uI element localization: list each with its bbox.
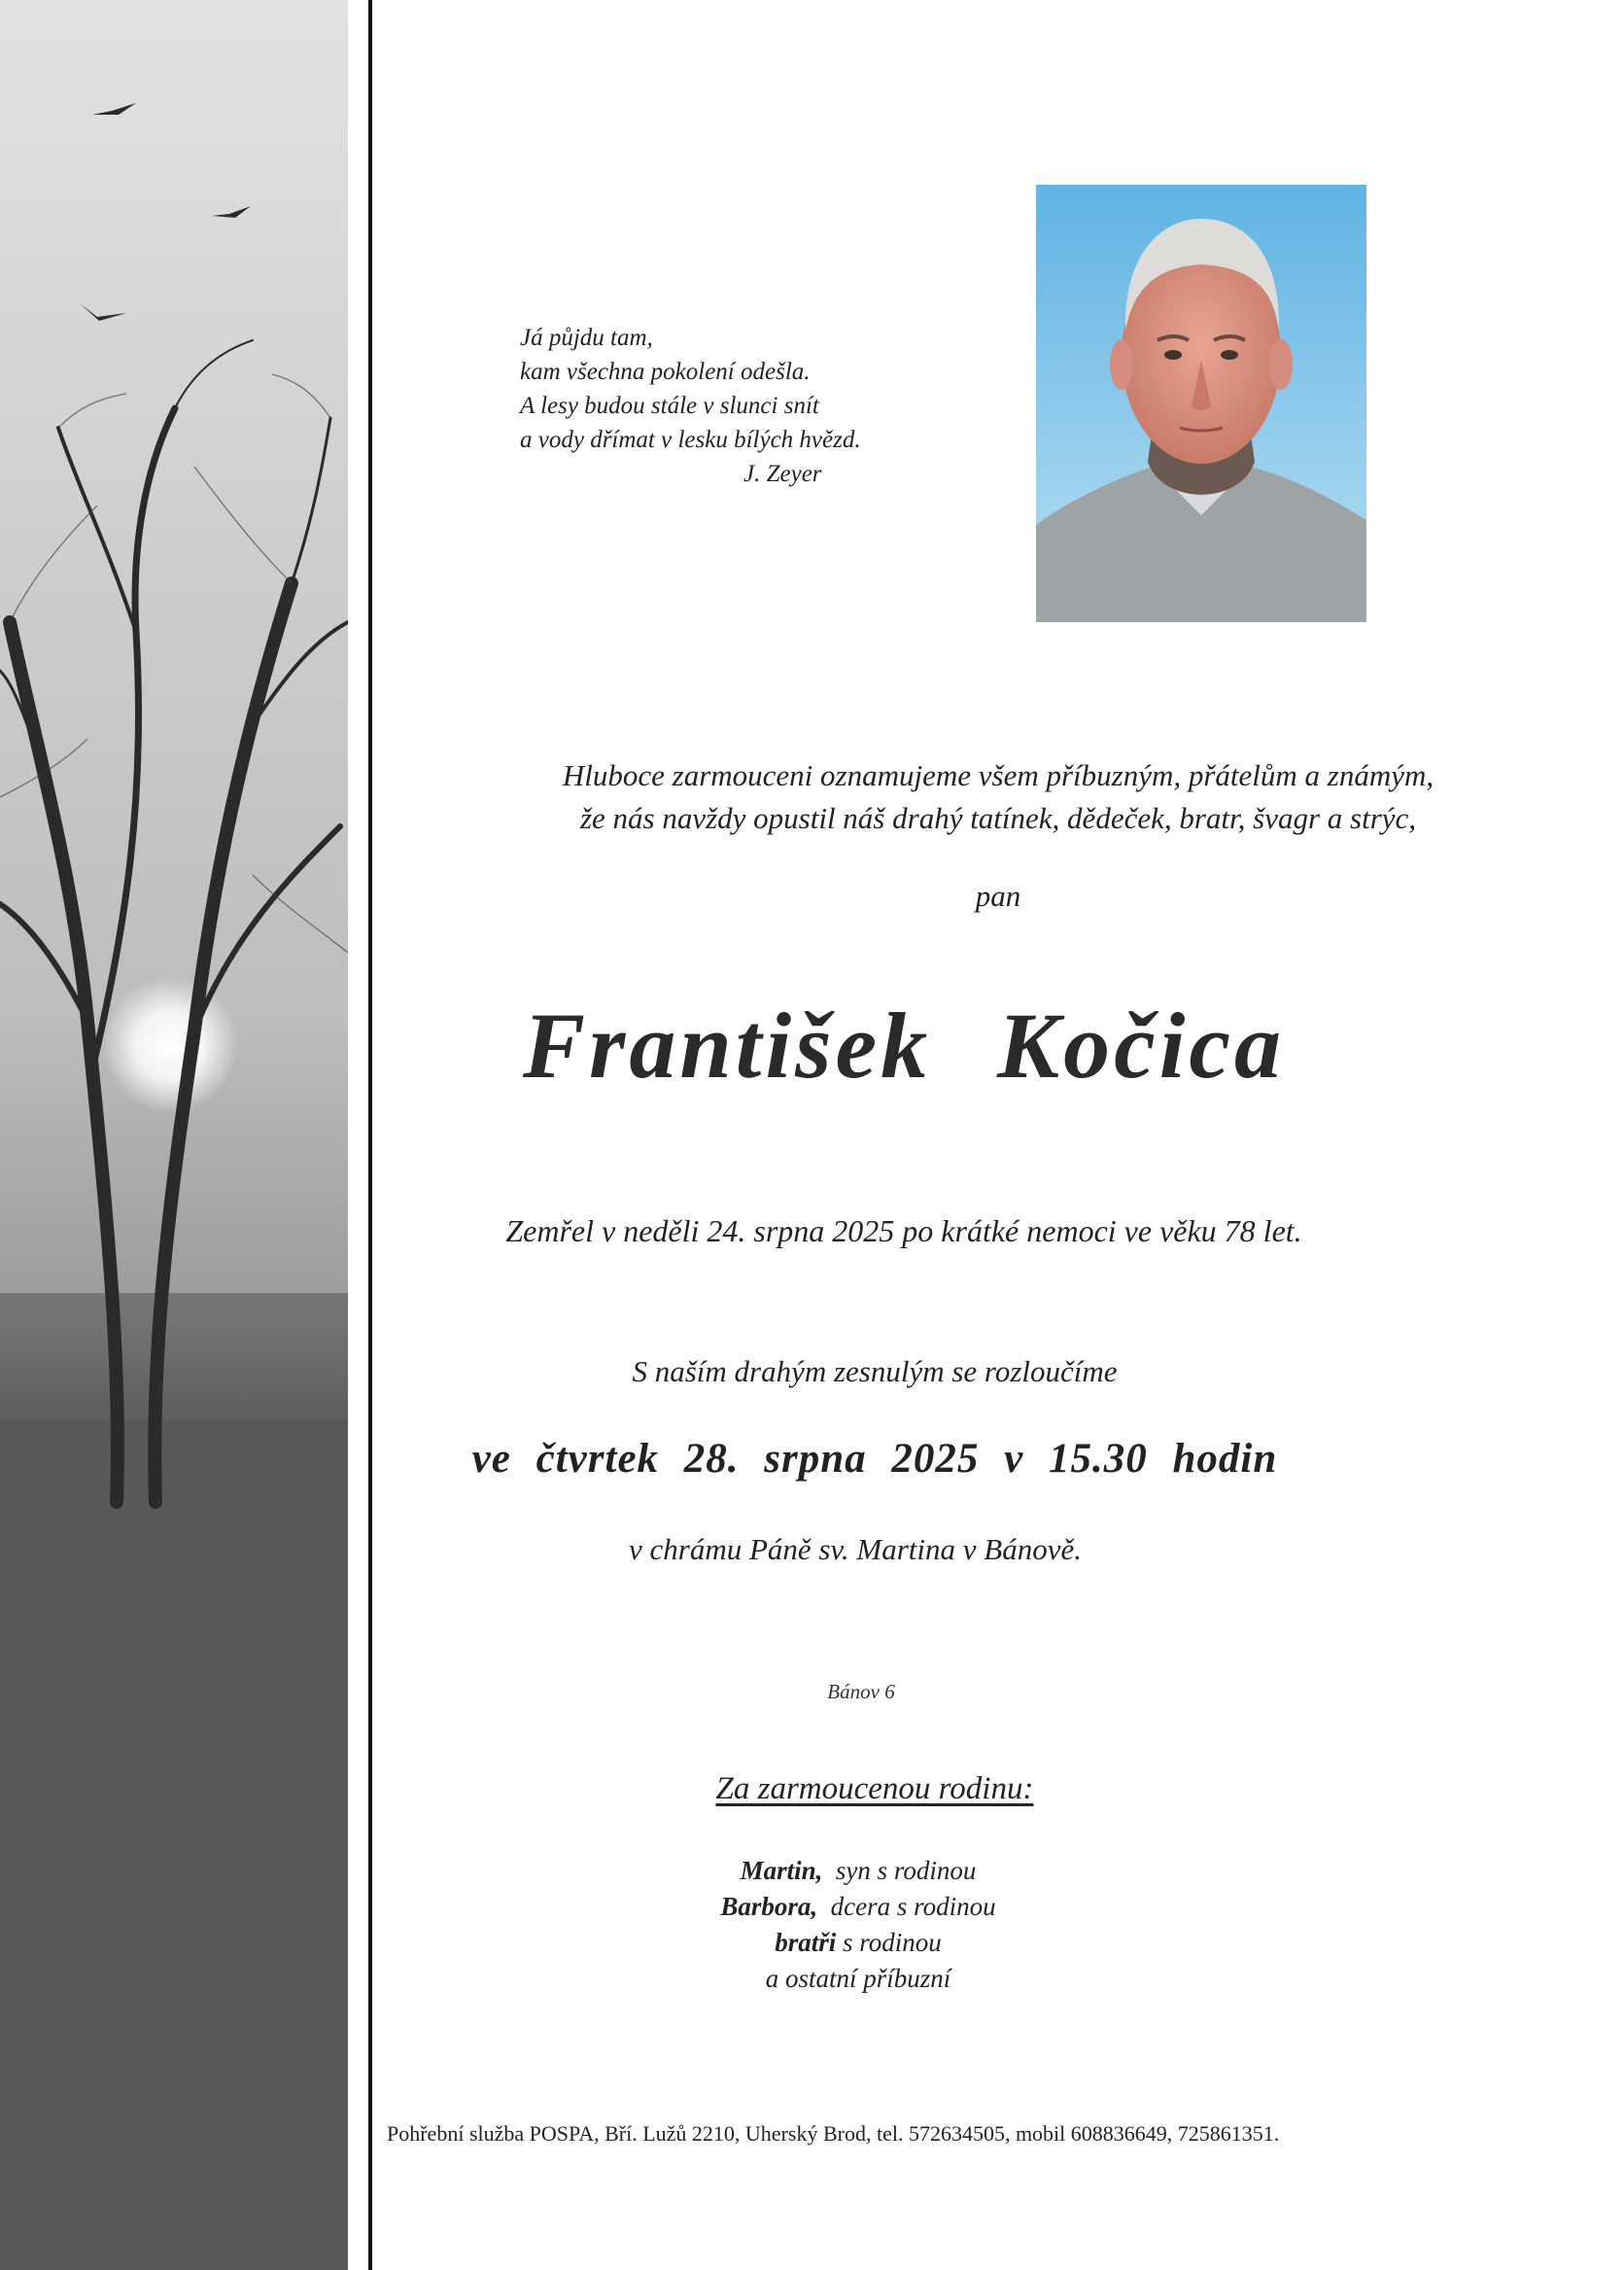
farewell-intro: S naším drahým zesnulým se rozloučíme [632, 1354, 1118, 1388]
funeral-service-footer: Pohřební služba POSPA, Bří. Lužů 2210, Uherský Brod, tel. 572634505, mobil 608836649, 725861351. [387, 2121, 1280, 2146]
poem-author: J. Zeyer [743, 461, 822, 487]
announcement-intro [372, 754, 1624, 840]
list-item [372, 1889, 1344, 1925]
poem-line: Já půjdu tam, [520, 325, 653, 351]
poem-line: A lesy budou stále v slunci snít [520, 393, 819, 419]
death-notice: Zemřel v neděli 24. srpna 2025 po krátké nemoci ve věku 78 let. [505, 1213, 1302, 1248]
announcement-line: Hluboce zarmouceni oznamujeme všem příbuzným, přátelům a známým, [562, 758, 1434, 792]
family-member-relation: a ostatní příbuzní [765, 1964, 951, 1993]
family-member-relation: s rodinou [843, 1928, 942, 1957]
funeral-place: v chrámu Páně sv. Martina v Bánově. [628, 1532, 1082, 1566]
poem [520, 321, 861, 491]
list-item [372, 1961, 1344, 1997]
family-member-relation: dcera s rodinou [830, 1892, 996, 1921]
family-list [372, 1853, 1344, 1997]
family-member-name: Barbora, [720, 1892, 818, 1921]
family-heading: Za zarmoucenou rodinu: [715, 1771, 1034, 1806]
honorific: pan [975, 879, 1021, 913]
list-item [372, 1853, 1344, 1889]
deceased-name: František Kočica [522, 994, 1285, 1098]
tree-landscape-image [0, 0, 348, 2270]
family-member-relation: syn s rodinou [835, 1856, 977, 1885]
portrait-photo [1036, 185, 1366, 622]
poem-line: a vody dřímat v lesku bílých hvězd. [520, 427, 861, 453]
funeral-datetime: ve čtvrtek 28. srpna 2025 v 15.30 hodin [471, 1436, 1278, 1482]
list-item [372, 1925, 1344, 1961]
family-member-name: Martin, [740, 1856, 823, 1885]
family-member-name: bratři [775, 1928, 837, 1957]
address: Bánov 6 [827, 1680, 895, 1703]
announcement-line: že nás navždy opustil náš drahý tatínek, dědeček, bratr, švagr a strýc, [579, 801, 1417, 835]
poem-line: kam všechna pokolení odešla. [520, 359, 811, 385]
